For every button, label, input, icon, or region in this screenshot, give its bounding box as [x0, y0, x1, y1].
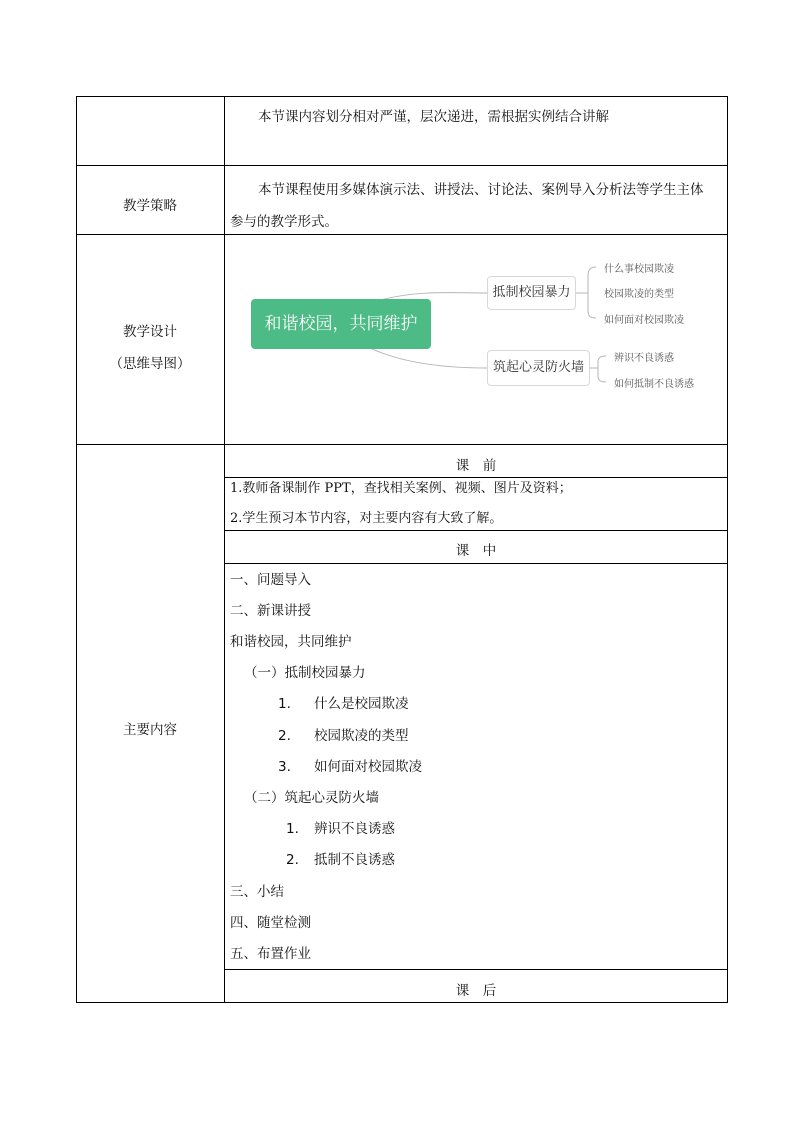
- strategy-label: 教学策略: [123, 198, 177, 214]
- row-divider-1: [76, 165, 728, 166]
- bracket-branch2: [588, 356, 606, 382]
- row1-text: 本节课内容划分相对严谨，层次递进，需根据实例结合讲解: [258, 109, 609, 125]
- connector-root-to-branch2: [370, 348, 487, 368]
- mindmap-leaf-1-3: 如何面对校园欺凌: [604, 315, 684, 326]
- design-label: 教学设计: [123, 324, 177, 340]
- before-header: 课 前: [455, 458, 497, 474]
- during-number-1: 1.: [278, 696, 291, 712]
- during-line-4: （一）抵制校园暴力: [244, 665, 366, 681]
- strategy-text-line2: 参与的教学形式。: [230, 214, 338, 230]
- during-line-9: 辨识不良诱惑: [314, 821, 395, 837]
- sub-divider-before-items: [224, 477, 728, 478]
- during-line-8: （二）筑起心灵防火墙: [244, 790, 379, 806]
- row-divider-2: [76, 234, 728, 235]
- during-line-12: 四、随堂检测: [230, 915, 311, 931]
- mindmap-leaf-1-1: 什么事校园欺凌: [604, 264, 674, 275]
- during-line-2: 二、新课讲授: [230, 603, 311, 619]
- during-line-7: 如何面对校园欺凌: [314, 759, 422, 775]
- mindmap-leaf-2-1: 辨识不良诱惑: [614, 353, 674, 364]
- during-number-4: 1.: [286, 821, 299, 837]
- table-border-bottom: [76, 1002, 728, 1003]
- mindmap-root-node: 和谐校园，共同维护: [251, 299, 431, 349]
- during-number-3: 3.: [278, 759, 291, 775]
- before-item-1: 1.教师备课制作 PPT，查找相关案例、视频、图片及资料；: [230, 481, 572, 496]
- during-line-13: 五、布置作业: [230, 946, 311, 962]
- main-label: 主要内容: [123, 722, 177, 738]
- table-border-top: [76, 96, 728, 97]
- during-line-6: 校园欺凌的类型: [314, 728, 409, 744]
- row-divider-3: [76, 444, 728, 445]
- mindmap-leaf-1-2: 校园欺凌的类型: [604, 289, 674, 300]
- during-line-11: 三、小结: [230, 884, 284, 900]
- mindmap-branch-1: 抵制校园暴力: [487, 276, 576, 310]
- after-header: 课 后: [455, 983, 497, 999]
- during-header: 课 中: [455, 543, 497, 559]
- during-number-2: 2.: [278, 728, 291, 744]
- during-line-5: 什么是校园欺凌: [314, 696, 409, 712]
- during-number-5: 2.: [286, 852, 299, 868]
- sub-divider-during-items: [224, 563, 728, 564]
- during-line-3: 和谐校园，共同维护: [230, 634, 352, 650]
- during-line-1: 一、问题导入: [230, 572, 311, 588]
- sub-divider-after-header: [224, 969, 728, 970]
- mindmap-leaf-2-2: 如何抵制不良诱惑: [614, 379, 694, 390]
- design-sublabel: （思维导图）: [109, 356, 191, 372]
- bracket-branch1: [574, 267, 596, 318]
- sub-divider-during-header: [224, 530, 728, 531]
- before-item-2: 2.学生预习本节内容，对主要内容有大致了解。: [230, 511, 503, 526]
- strategy-text-line1: 本节课程使用多媒体演示法、讲授法、讨论法、案例导入分析法等学生主体: [258, 182, 704, 198]
- table-border-left: [76, 96, 77, 1003]
- during-line-10: 抵制不良诱惑: [314, 852, 395, 868]
- mindmap-branch-2: 筑起心灵防火墙: [487, 350, 590, 386]
